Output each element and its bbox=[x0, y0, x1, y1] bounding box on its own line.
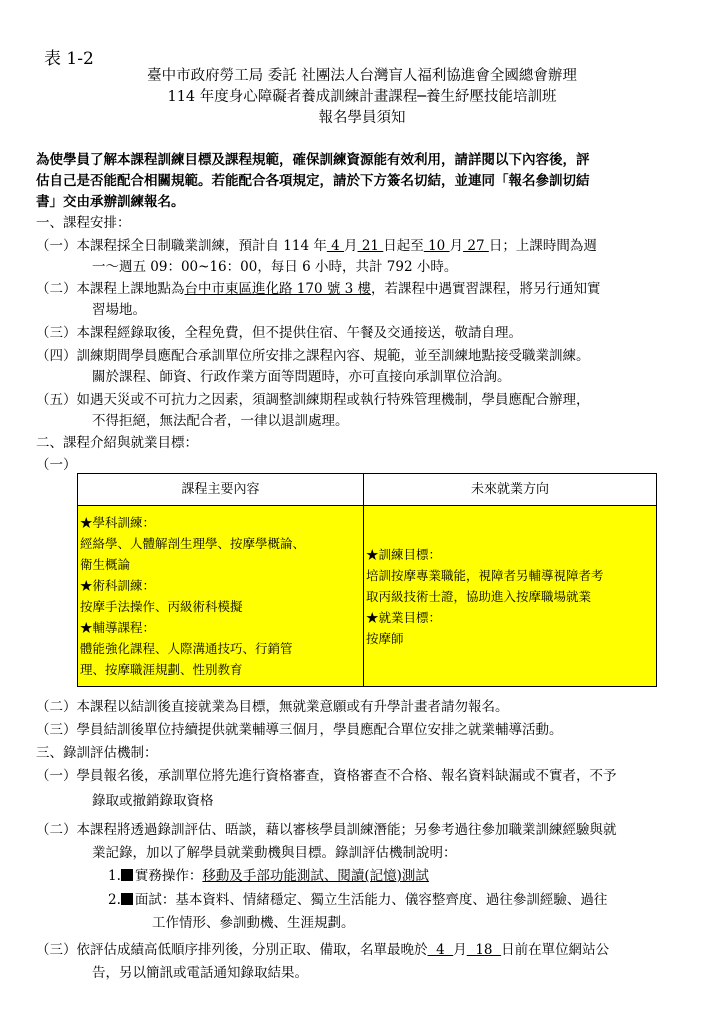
employment-line: 培訓按摩專業職能，視障者另輔導視障者考 bbox=[366, 567, 604, 583]
s3i3-text-b: 月 bbox=[453, 942, 467, 958]
start-month: 4 bbox=[326, 238, 345, 254]
black-square-icon bbox=[121, 869, 133, 881]
course-table-header-row bbox=[78, 474, 657, 506]
course-line: ★輔導課程： bbox=[80, 620, 156, 635]
section3-title: 三、錄訓評估機制： bbox=[36, 745, 158, 761]
intro-line-2: 估自己是否能配合相關規範。若能配合各項規定，請於下方簽名切結，並連同「報名參訓切結 bbox=[36, 173, 590, 189]
section1-item1-line1 bbox=[36, 236, 597, 256]
section3-item1-line1: （一）學員報名後，承訓單位將先進行資格審查，資格審查不合格、報名資料缺漏或不實者，不予 bbox=[36, 768, 617, 784]
s3i3-text-a: （三）依評估成績高低順序排列後，分別正取、備取，名單最晚於 bbox=[36, 942, 428, 958]
assessment-point-1 bbox=[108, 866, 429, 886]
section1-item1-line2: 一～週五 09：00~16：00，每日 6 小時，共計 792 小時。 bbox=[92, 259, 458, 275]
point-1-tests: 移動及手部功能測試、閱讀(記憶)測試 bbox=[202, 868, 429, 884]
employment-line: 取丙級技術士證，協助進入按摩職場就業 bbox=[366, 588, 592, 604]
section3-item1-line2: 錄取或撤銷錄取資格 bbox=[92, 793, 214, 809]
section3-item2-line2: 業記錄，加以了解學員就業動機與目標。錄訓評估機制說明： bbox=[92, 845, 457, 861]
section3-item3-line1 bbox=[36, 940, 609, 960]
end-day: 27 bbox=[463, 238, 489, 254]
intro-line-1: 為使學員了解本課程訓練目標及課程規範，確保訓練資源能有效利用，請詳閱以下內容後，評 bbox=[36, 152, 590, 168]
employment-line: ★訓練目標： bbox=[366, 546, 442, 562]
course-table bbox=[77, 473, 657, 687]
section2-sub1: （一） bbox=[36, 457, 77, 473]
course-line: 經絡學、人體解剖生理學、按摩學概論、 bbox=[80, 536, 306, 551]
point-1-number: 1. bbox=[108, 868, 121, 884]
assessment-point-2-line2: 工作情形、參訓動機、生涯規劃。 bbox=[152, 915, 355, 931]
course-line: 體能強化課程、人際溝通技巧、行銷管 bbox=[80, 641, 293, 656]
s1i2-text-b: ，若課程中遇實習課程，將另行通知實 bbox=[371, 281, 601, 297]
section2-title: 二、課程介紹與就業目標： bbox=[36, 435, 198, 451]
course-content-header: 課程主要內容 bbox=[78, 474, 364, 506]
s1i2-text-a: （二）本課程上課地點為 bbox=[36, 281, 185, 297]
assessment-point-2 bbox=[108, 890, 607, 910]
section2-item3: （三）學員結訓後單位持續提供就業輔導三個月，學員應配合單位安排之就業輔導活動。 bbox=[36, 722, 563, 738]
course-line: 按摩手法操作、丙級術科模擬 bbox=[80, 599, 243, 614]
section2-item2: （二）本課程以結訓後直接就業為目標，無就業意願或有升學計畫者請勿報名。 bbox=[36, 699, 509, 715]
s1i1-text-e: 日；上課時間為週 bbox=[488, 238, 597, 254]
point-2-text: 面試：基本資料、情緒穩定、獨立生活能力、儀容整齊度、過往參訓經驗、過往 bbox=[134, 892, 608, 908]
section1-item4-line2: 關於課程、師資、行政作業方面等問題時，亦可直接向承訓單位洽詢。 bbox=[92, 369, 511, 385]
start-day: 21 bbox=[357, 238, 384, 254]
point-1-label: 實務操作： bbox=[134, 868, 203, 884]
training-location: 台中市東區進化路 170 號 3 樓 bbox=[184, 281, 372, 297]
course-table-body-row bbox=[78, 506, 657, 687]
section1-item2-line2: 習場地。 bbox=[92, 302, 146, 318]
course-content-cell bbox=[78, 506, 364, 687]
header-line-organizer: 臺中市政府勞工局 委託 社團法人台灣盲人福利協進會全國總會辦理 bbox=[147, 68, 577, 84]
course-line: 理、按摩職涯規劃、性別教育 bbox=[80, 662, 243, 677]
s1i1-text-b: 月 bbox=[344, 238, 358, 254]
employment-direction-cell bbox=[364, 506, 657, 687]
intro-line-3: 書」交由承辦訓練報名。 bbox=[36, 194, 185, 210]
s1i1-text-a: （一）本課程採全日制職業訓練，預計自 114 年 bbox=[36, 238, 327, 254]
table-number-tag: 表 1-2 bbox=[44, 49, 94, 69]
point-2-number: 2. bbox=[108, 892, 121, 908]
course-line: ★術科訓練： bbox=[80, 578, 156, 593]
header-line-course: 114 年度身心障礙者養成訓練計畫課程─養生紓壓技能培訓班 bbox=[167, 89, 557, 105]
section1-item4-line1: （四）訓練期間學員應配合承訓單位所安排之課程內容、規範，並至訓練地點接受職業訓練。 bbox=[36, 348, 590, 364]
s1i1-text-d: 月 bbox=[449, 238, 464, 254]
end-month: 10 bbox=[423, 238, 450, 254]
announce-day: 18 bbox=[466, 942, 502, 958]
section1-item3: （三）本課程經錄取後，全程免費，但不提供住宿、午餐及交通接送，敬請自理。 bbox=[36, 325, 522, 341]
page-title: 報名學員須知 bbox=[318, 110, 406, 126]
s1i1-text-c: 日起至 bbox=[383, 238, 424, 254]
employment-line: 按摩師 bbox=[366, 630, 404, 646]
section1-item2-line1 bbox=[36, 279, 601, 299]
employment-line: ★就業目標： bbox=[366, 609, 442, 625]
section1-item5-line1: （五）如遇天災或不可抗力之因素，須調整訓練期程或執行特殊管理機制，學員應配合辦理， bbox=[36, 392, 590, 408]
section3-item2-line1: （二）本課程將透過錄訓評估、晤談，藉以審核學員訓練潛能；另參考過往參加職業訓練經驗與就 bbox=[36, 822, 617, 838]
s3i3-text-c: 日前在單位網站公 bbox=[501, 942, 610, 958]
announce-month: 4 bbox=[427, 942, 454, 958]
course-line: ★學科訓練： bbox=[80, 515, 156, 530]
section1-item5-line2: 不得拒絕，無法配合者，一律以退訓處理。 bbox=[92, 413, 349, 429]
course-line: 衛生概論 bbox=[80, 557, 131, 572]
section3-item3-line2: 告，另以簡訊或電話通知錄取結果。 bbox=[92, 965, 308, 981]
black-square-icon bbox=[121, 893, 133, 905]
section1-title: 一、課程安排： bbox=[36, 215, 131, 231]
employment-direction-header: 未來就業方向 bbox=[364, 474, 657, 506]
